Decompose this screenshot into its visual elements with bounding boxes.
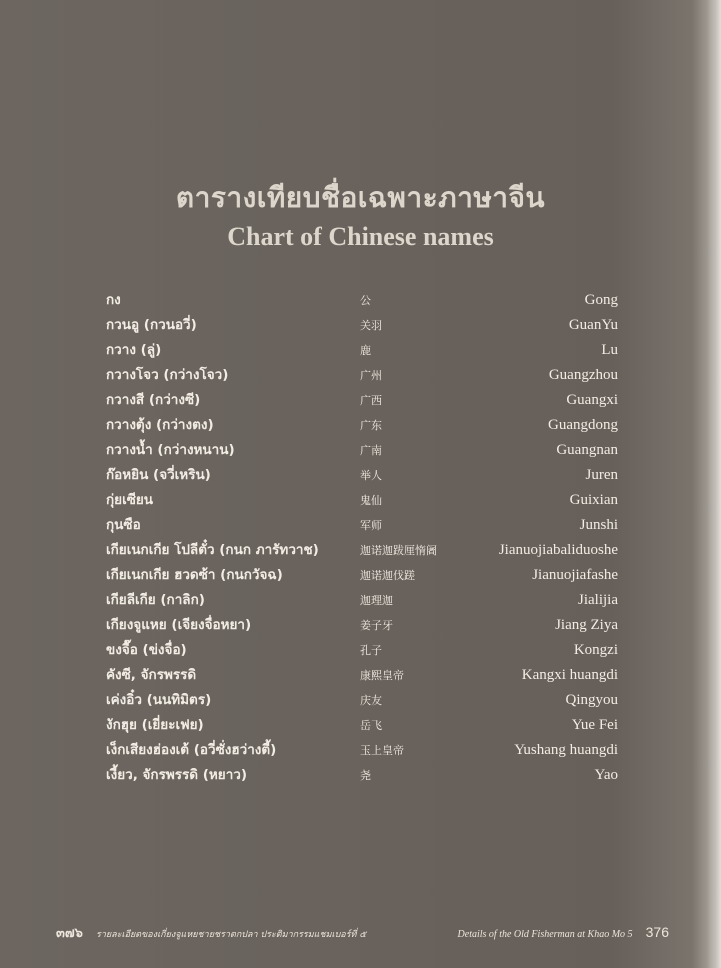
chinese-characters: 庆友 (360, 694, 382, 707)
chinese-characters: 尧 (360, 769, 371, 782)
chinese-characters: 姜子牙 (360, 619, 393, 632)
pinyin-name: Yushang huangdi (514, 742, 618, 758)
chinese-characters: 鬼仙 (360, 494, 382, 507)
table-row (0, 663, 721, 688)
thai-name: กุ่ยเซียน (106, 492, 153, 508)
pinyin-name: Jialijia (578, 592, 618, 608)
thai-name: เค่งอิ๋ว (นนทิมิตร) (106, 692, 212, 708)
pinyin-name: Gong (584, 292, 618, 308)
thai-name: คังซี, จักรพรรดิ (106, 667, 197, 683)
table-row (0, 338, 721, 363)
chinese-characters: 广州 (360, 369, 382, 382)
page-title-thai: ตารางเทียบชื่อเฉพาะภาษาจีน (175, 181, 546, 214)
thai-name: กวางสี (กว่างซี) (106, 392, 201, 408)
chinese-characters: 迦理迦 (360, 594, 393, 607)
page-title-english: Chart of Chinese names (227, 222, 494, 251)
table-row (0, 288, 721, 313)
pinyin-name: Guangnan (556, 442, 618, 458)
pinyin-name: Kongzi (573, 642, 618, 658)
table-row (0, 463, 721, 488)
thai-name: กวางโจว (กว่างโจว) (106, 367, 229, 383)
pinyin-name: Kangxi huangdi (521, 667, 618, 683)
table-row (0, 713, 721, 738)
pinyin-name: Guangdong (548, 417, 618, 433)
thai-name: เงี้ยว, จักรพรรดิ (หยาว) (106, 767, 248, 783)
thai-name: กวางตุ้ง (กว่างตง) (106, 417, 214, 433)
pinyin-name: Jiang Ziya (555, 617, 618, 633)
pinyin-name: Guangzhou (548, 367, 618, 383)
table-row (0, 613, 721, 638)
pinyin-name: Yao (594, 767, 618, 783)
thai-name: เกียเนกเกีย ฮวดซ้า (กนกวัจฉ) (106, 567, 283, 583)
table-row (0, 688, 721, 713)
pinyin-name: Junshi (579, 517, 618, 533)
table-row (0, 638, 721, 663)
pinyin-name: Yue Fei (571, 717, 618, 733)
pinyin-name: Jianuojiabaliduoshe (498, 542, 618, 558)
pinyin-name: Lu (601, 342, 618, 358)
table-row (0, 563, 721, 588)
thai-name: กวาง (ลู่) (106, 342, 162, 358)
chinese-characters: 举人 (360, 469, 382, 482)
thai-name: กง (106, 292, 121, 308)
running-title-english: Details of the Old Fisherman at Khao Mo 5 (457, 929, 633, 940)
table-row (0, 588, 721, 613)
chinese-characters: 广南 (360, 444, 382, 457)
chinese-characters: 迦诺迦跋厘惰阇 (360, 544, 437, 557)
pinyin-name: Jianuojiafashe (532, 567, 618, 583)
thai-name: กวางน้ำ (กว่างหนาน) (106, 442, 235, 458)
table-row (0, 363, 721, 388)
chinese-characters: 玉上皇帝 (360, 744, 404, 757)
thai-name: กวนอู (กวนอวี่) (106, 317, 197, 333)
chinese-characters: 孔子 (360, 644, 382, 657)
chinese-characters: 康熙皇帝 (360, 669, 404, 682)
pinyin-name: Guixian (569, 492, 618, 508)
thai-name: เกียงจูแหย (เจียงจื่อหยา) (106, 617, 252, 633)
chinese-characters: 广东 (360, 419, 382, 432)
table-row (0, 763, 721, 788)
chinese-characters: 鹿 (360, 344, 371, 357)
pinyin-name: Juren (585, 467, 618, 483)
thai-name: ก๊อหยิน (จวี่เหริน) (106, 467, 211, 483)
table-row (0, 388, 721, 413)
thai-name: กุนซือ (106, 517, 141, 533)
thai-name: เกียลีเกีย (กาลิก) (106, 592, 205, 608)
table-row (0, 488, 721, 513)
thai-name: ขงจื๊อ (ข่งจื่อ) (106, 642, 187, 658)
table-row (0, 413, 721, 438)
pinyin-name: Guangxi (566, 392, 618, 408)
footer-left (56, 922, 366, 942)
table-row (0, 738, 721, 763)
thai-name: เกียเนกเกีย โปลีตั๋ว (กนก ภารัทวาช) (106, 542, 319, 558)
page-number-thai: ๓๗๖ (56, 926, 83, 941)
pinyin-name: GuanYu (568, 317, 618, 333)
thai-name: งักฮุย (เยี่ยะเฟย) (106, 717, 204, 733)
table-row (0, 438, 721, 463)
chinese-characters: 公 (360, 294, 371, 307)
pinyin-name: Qingyou (565, 692, 618, 708)
chinese-characters: 岳飞 (360, 719, 382, 732)
table-row (0, 538, 721, 563)
names-table (0, 288, 721, 788)
running-title-thai: รายละเอียดของเกี่ยงจูแหยชายชราตกปลา ประติมากรรมแชมเบอร์ที่ ๕ (96, 930, 367, 940)
chinese-characters: 军师 (360, 519, 382, 532)
chinese-characters: 关羽 (360, 319, 382, 332)
table-row (0, 513, 721, 538)
chinese-characters: 迦诺迦伐蹉 (360, 569, 415, 582)
table-row (0, 313, 721, 338)
chinese-characters: 广西 (360, 394, 382, 407)
thai-name: เง็กเสียงฮ่องเต้ (อวี่ซั่งฮว่างตี้) (106, 742, 277, 758)
page-number: 376 (645, 924, 669, 940)
footer-right (458, 922, 669, 942)
